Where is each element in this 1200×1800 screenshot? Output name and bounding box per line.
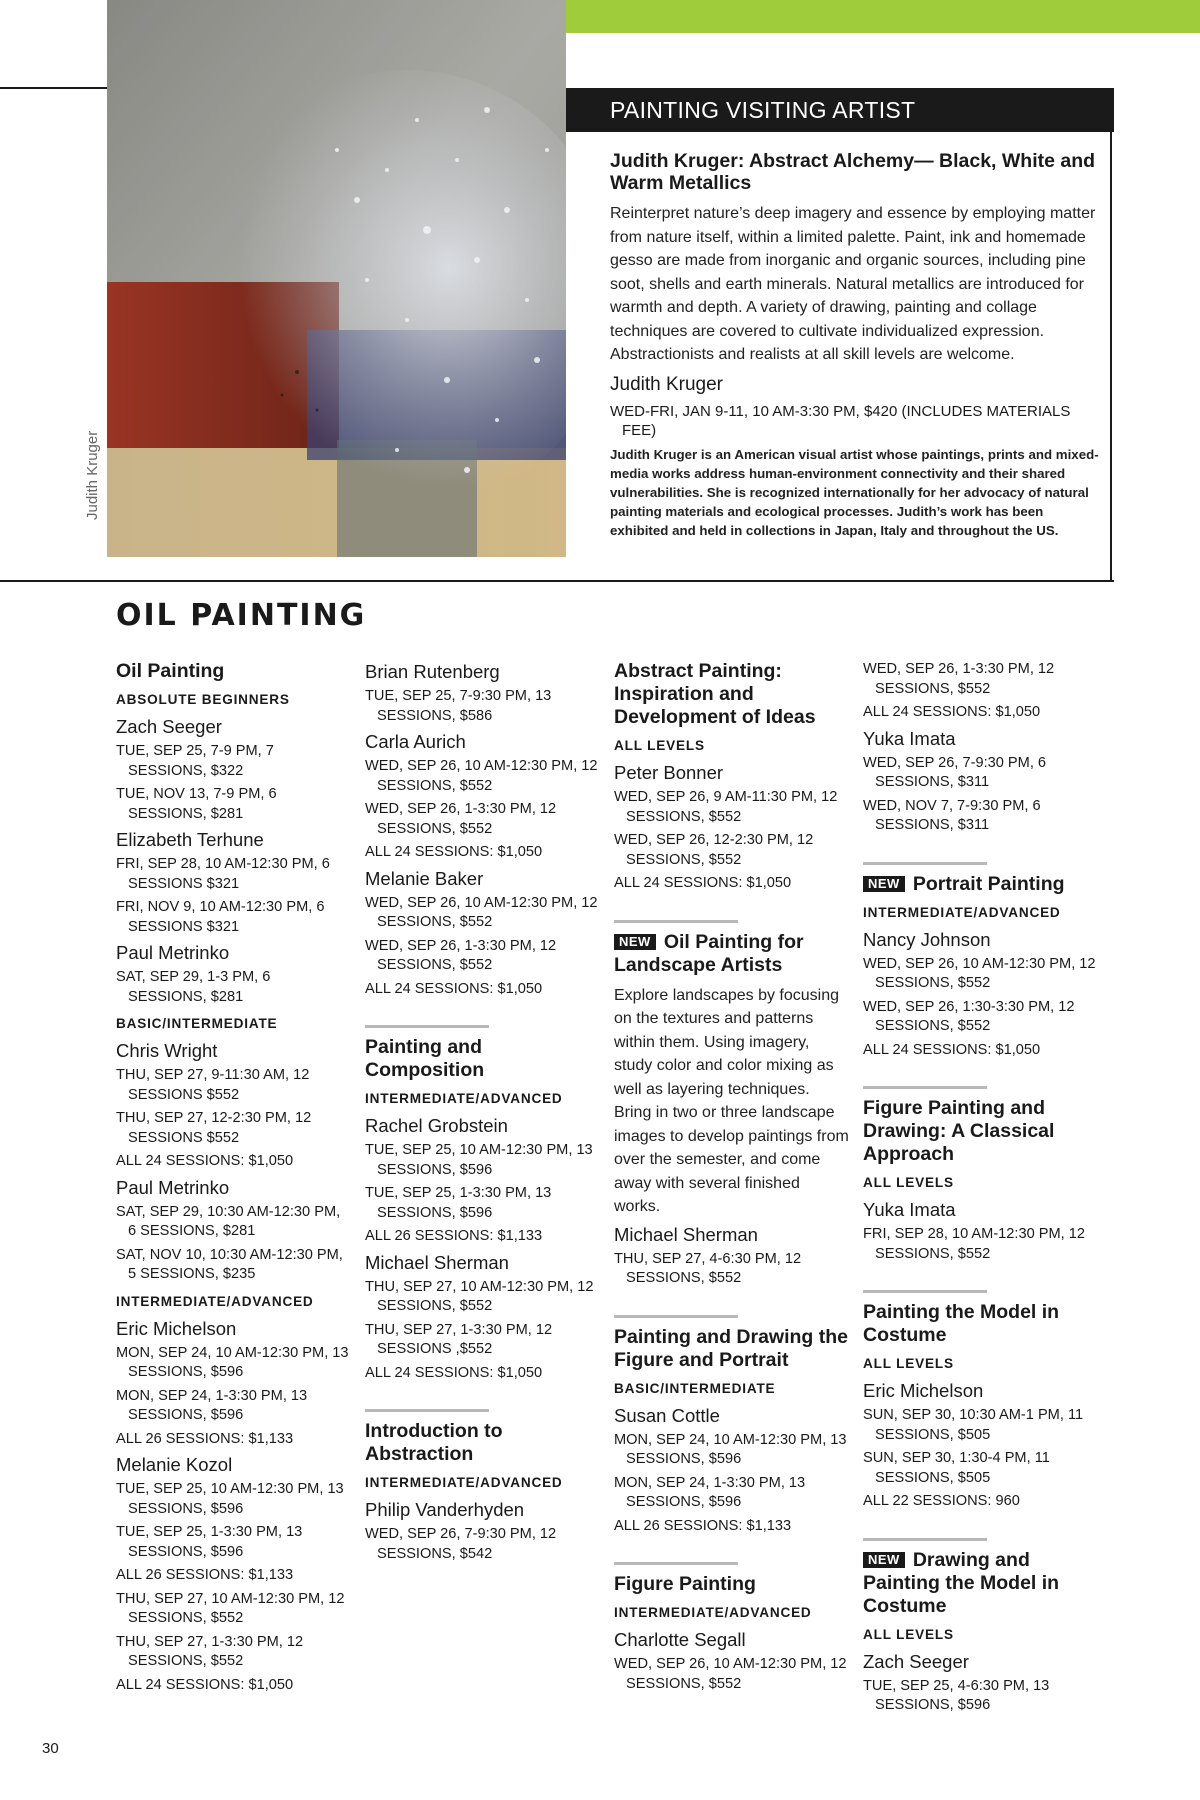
all-sessions-price: ALL 24 SESSIONS: $1,050 [116, 1153, 294, 1169]
course-title-text: Portrait Painting [912, 872, 1065, 895]
instructor-name: Eric Michelson [863, 1380, 984, 1401]
course-level: ABSOLUTE BEGINNERS [116, 692, 290, 707]
course-title [863, 873, 1099, 896]
all-sessions-price: ALL 24 SESSIONS: $1,050 [116, 1676, 294, 1693]
session: WED, SEP 26, 1-3:30 PM, 12 SESSIONS, $552 [365, 801, 557, 837]
all-sessions-price: ALL 24 SESSIONS: $1,050 [365, 1364, 543, 1381]
course-painting-drawing-figure-portrait [614, 1315, 850, 1537]
instructor-name: Yuka Imata [863, 1199, 956, 1220]
instructor-name: Melanie Kozol [116, 1454, 233, 1475]
instructor-name: Eric Michelson [116, 1317, 237, 1339]
new-badge: NEW [863, 876, 905, 892]
session: MON, SEP 24, 10 AM-12:30 PM, 13 SESSIONS, $596 [614, 1431, 847, 1467]
image-credit: Judith Kruger [84, 430, 101, 520]
course-level: BASIC/INTERMEDIATE [116, 1016, 278, 1031]
all-sessions-price: ALL 24 SESSIONS: $1,050 [863, 1041, 1041, 1058]
all-sessions-price: ALL 26 SESSIONS: $1,133 [365, 1228, 543, 1244]
course-title: Abstract Painting: Inspiration and Development of Ideas [614, 660, 816, 728]
instructor-name: Carla Aurich [365, 731, 466, 752]
course-oil-painting [116, 660, 352, 1695]
session: MON, SEP 24, 1-3:30 PM, 13 SESSIONS, $596 [614, 1474, 806, 1510]
session: WED, SEP 26, 1-3:30 PM, 12 SESSIONS, $552 [365, 937, 557, 973]
course-figure-painting-continued [863, 660, 1099, 836]
instructor-name: Susan Cottle [614, 1404, 720, 1426]
session: THU, SEP 27, 4-6:30 PM, 12 SESSIONS, $552 [614, 1250, 802, 1286]
session: MON, SEP 24, 10 AM-12:30 PM, 13 SESSIONS, $596 [116, 1344, 349, 1380]
instructor-name: Paul Metrinko [116, 1176, 230, 1198]
course-title: Painting and Drawing the Figure and Portrait [614, 1325, 849, 1371]
visiting-artist-course-title: Judith Kruger: Abstract Alchemy— Black, White and Warm Metallics [610, 150, 1096, 194]
session: TUE, SEP 25, 10 AM-12:30 PM, 13 SESSIONS, $596 [365, 1142, 593, 1178]
instructor-name: Philip Vanderhyden [365, 1499, 525, 1520]
course-description: Explore landscapes by focusing on the textures and patterns within them. Using imagery, study color and color mixing as well as layering techniques. Bring in two or three landscape images to develop paintings from over the semester, and come away with several finished works. [614, 986, 849, 1215]
course-oil-painting-landscape [614, 920, 850, 1289]
instructor-name: Yuka Imata [863, 727, 956, 749]
course-level: BASIC/INTERMEDIATE [614, 1380, 776, 1396]
all-sessions-price: ALL 24 SESSIONS: $1,050 [863, 704, 1041, 720]
session: FRI, SEP 28, 10 AM-12:30 PM, 6 SESSIONS $321 [116, 856, 330, 892]
instructor-name: Rachel Grobstein [365, 1115, 508, 1136]
artwork-image [107, 0, 566, 557]
course-level: INTERMEDIATE/ADVANCED [365, 1475, 563, 1490]
column-2 [365, 660, 601, 1568]
new-badge: NEW [863, 1552, 905, 1568]
course-painting-model-costume [863, 1290, 1099, 1512]
instructor-name: Michael Sherman [614, 1223, 758, 1245]
session: TUE, SEP 25, 7-9:30 PM, 13 SESSIONS, $586 [365, 688, 552, 724]
course-figure-painting-classical [863, 1086, 1099, 1264]
course-drawing-painting-model-costume [863, 1538, 1099, 1716]
column-3 [614, 660, 850, 1698]
all-sessions-price: ALL 24 SESSIONS: $1,050 [614, 875, 792, 891]
session: THU, SEP 27, 12-2:30 PM, 12 SESSIONS $552 [116, 1110, 312, 1146]
session: WED, SEP 26, 7-9:30 PM, 6 SESSIONS, $311 [863, 754, 1047, 790]
course-title-text: Drawing and Painting the Model in Costume [863, 1548, 1060, 1617]
session: SUN, SEP 30, 1:30-4 PM, 11 SESSIONS, $505 [863, 1450, 1050, 1486]
visiting-artist-bio: Judith Kruger is an American visual artist whose paintings, prints and mixed-media works address human-environment connectivity and their shared vulnerabilities. She is recognized internationally for her advocacy of natural painting materials and ecological processes. Judith’s work has been exhibited and held in collections in Japan, Italy and throughout the US. [610, 446, 1099, 538]
session: THU, SEP 27, 1-3:30 PM, 12 SESSIONS ,$552 [365, 1321, 553, 1357]
session: SAT, SEP 29, 1-3 PM, 6 SESSIONS, $281 [116, 969, 271, 1005]
session: TUE, SEP 25, 10 AM-12:30 PM, 13 SESSIONS, $596 [116, 1481, 344, 1517]
course-level: ALL LEVELS [863, 1626, 954, 1642]
visiting-artist-description: Reinterpret nature’s deep imagery and essence by employing matter from nature itself, within a limited palette. Paint, ink and homemade gesso are made from inorganic and organic sources, including pine soot, shells and earth minerals. Natural metallics are introduced for warmth and depth. A variety of drawing, painting and collage techniques are covered to cultivate individualized expression. Abstractionists and realists at all skill levels are welcome. [610, 205, 1096, 363]
all-sessions-price: ALL 24 SESSIONS: $1,050 [365, 980, 543, 997]
new-badge: NEW [614, 934, 656, 950]
instructor-name: Melanie Baker [365, 867, 484, 889]
course-oil-painting-continued [365, 660, 601, 999]
course-title [614, 931, 850, 977]
column-1 [116, 660, 352, 1699]
session: THU, SEP 27, 10 AM-12:30 PM, 12 SESSIONS, $552 [116, 1590, 345, 1626]
session: WED, SEP 26, 1-3:30 PM, 12 SESSIONS, $552 [863, 661, 1055, 697]
top-band-gap [0, 0, 107, 33]
course-introduction-to-abstraction [365, 1409, 601, 1564]
session: TUE, SEP 25, 1-3:30 PM, 13 SESSIONS, $596 [116, 1524, 303, 1560]
course-title: Introduction to Abstraction [365, 1420, 503, 1465]
session: TUE, SEP 25, 1-3:30 PM, 13 SESSIONS, $596 [365, 1185, 552, 1221]
session: WED, SEP 26, 9 AM-11:30 PM, 12 SESSIONS, $552 [614, 789, 838, 825]
course-title: Painting the Model in Costume [863, 1301, 1060, 1346]
course-title: Oil Painting [116, 660, 225, 682]
session: SUN, SEP 30, 10:30 AM-1 PM, 11 SESSIONS, $505 [863, 1407, 1084, 1443]
course-level: ALL LEVELS [614, 738, 705, 753]
session: SAT, NOV 10, 10:30 AM-12:30 PM, 5 SESSIONS, $235 [116, 1246, 343, 1282]
course-level: ALL LEVELS [863, 1356, 954, 1371]
session: THU, SEP 27, 9-11:30 AM, 12 SESSIONS $552 [116, 1067, 310, 1103]
session: FRI, SEP 28, 10 AM-12:30 PM, 12 SESSIONS, $552 [863, 1226, 1085, 1262]
visiting-artist-content [610, 150, 1100, 540]
session: WED, SEP 26, 10 AM-12:30 PM, 12 SESSIONS, $552 [365, 758, 598, 794]
instructor-name: Peter Bonner [614, 762, 724, 783]
course-level: INTERMEDIATE/ADVANCED [863, 904, 1061, 920]
course-title: Figure Painting [614, 1573, 756, 1595]
session: TUE, SEP 25, 7-9 PM, 7 SESSIONS, $322 [116, 743, 274, 779]
course-level: ALL LEVELS [863, 1175, 954, 1190]
all-sessions-price: ALL 26 SESSIONS: $1,133 [614, 1517, 792, 1534]
session: TUE, NOV 13, 7-9 PM, 6 SESSIONS, $281 [116, 786, 277, 822]
session: WED, SEP 26, 10 AM-12:30 PM, 12 SESSIONS, $552 [614, 1656, 847, 1692]
course-level: INTERMEDIATE/ADVANCED [365, 1091, 563, 1106]
column-4 [863, 660, 1099, 1720]
instructor-name: Michael Sherman [365, 1251, 509, 1273]
course-figure-painting [614, 1562, 850, 1694]
instructor-name: Nancy Johnson [863, 928, 991, 950]
instructor-name: Zach Seeger [116, 716, 222, 737]
instructor-name: Charlotte Segall [614, 1629, 746, 1650]
instructor-name: Paul Metrinko [116, 942, 230, 963]
session: WED, SEP 26, 1:30-3:30 PM, 12 SESSIONS, $552 [863, 998, 1075, 1034]
all-sessions-price: ALL 26 SESSIONS: $1,133 [116, 1430, 294, 1447]
page-number: 30 [42, 1740, 59, 1757]
instructor-name: Brian Rutenberg [365, 661, 500, 682]
course-title [863, 1549, 1099, 1618]
course-portrait-painting [863, 862, 1099, 1061]
visiting-artist-session: WED-FRI, JAN 9-11, 10 AM-3:30 PM, $420 (INCLUDES MATERIALS FEE) [610, 402, 1071, 439]
course-title: Figure Painting and Drawing: A Classical Approach [863, 1097, 1055, 1165]
session: SAT, SEP 29, 10:30 AM-12:30 PM, 6 SESSIONS, $281 [116, 1203, 341, 1239]
session: WED, SEP 26, 12-2:30 PM, 12 SESSIONS, $552 [614, 832, 814, 868]
session: MON, SEP 24, 1-3:30 PM, 13 SESSIONS, $596 [116, 1387, 308, 1423]
all-sessions-price: ALL 24 SESSIONS: $1,050 [365, 844, 543, 860]
visiting-artist-instructor: Judith Kruger [610, 373, 724, 395]
header-bottom-rule [0, 580, 1114, 582]
course-level: INTERMEDIATE/ADVANCED [614, 1605, 812, 1620]
course-title-text: Oil Painting for Landscape Artists [614, 930, 804, 976]
all-sessions-price: ALL 26 SESSIONS: $1,133 [116, 1567, 294, 1583]
session: WED, SEP 26, 7-9:30 PM, 12 SESSIONS, $542 [365, 1526, 557, 1562]
session: THU, SEP 27, 10 AM-12:30 PM, 12 SESSIONS, $552 [365, 1278, 594, 1314]
session: TUE, SEP 25, 4-6:30 PM, 13 SESSIONS, $596 [863, 1677, 1050, 1713]
artwork-rule [0, 87, 107, 89]
instructor-name: Chris Wright [116, 1040, 218, 1061]
course-title: Painting and Composition [365, 1036, 485, 1081]
instructor-name: Elizabeth Terhune [116, 829, 264, 850]
session: FRI, NOV 9, 10 AM-12:30 PM, 6 SESSIONS $321 [116, 899, 325, 935]
session: WED, SEP 26, 10 AM-12:30 PM, 12 SESSIONS, $552 [365, 894, 598, 930]
instructor-name: Zach Seeger [863, 1650, 969, 1672]
session: WED, SEP 26, 10 AM-12:30 PM, 12 SESSIONS, $552 [863, 955, 1096, 991]
course-level: INTERMEDIATE/ADVANCED [116, 1293, 314, 1309]
section-title: OIL PAINTING [116, 598, 367, 633]
course-abstract-painting [614, 660, 850, 894]
session: THU, SEP 27, 1-3:30 PM, 12 SESSIONS, $552 [116, 1633, 304, 1669]
visiting-artist-header: PAINTING VISITING ARTIST [566, 88, 1114, 132]
course-painting-and-composition [365, 1025, 601, 1383]
all-sessions-price: ALL 22 SESSIONS: 960 [863, 1493, 1020, 1509]
session: WED, NOV 7, 7-9:30 PM, 6 SESSIONS, $311 [863, 797, 1041, 833]
